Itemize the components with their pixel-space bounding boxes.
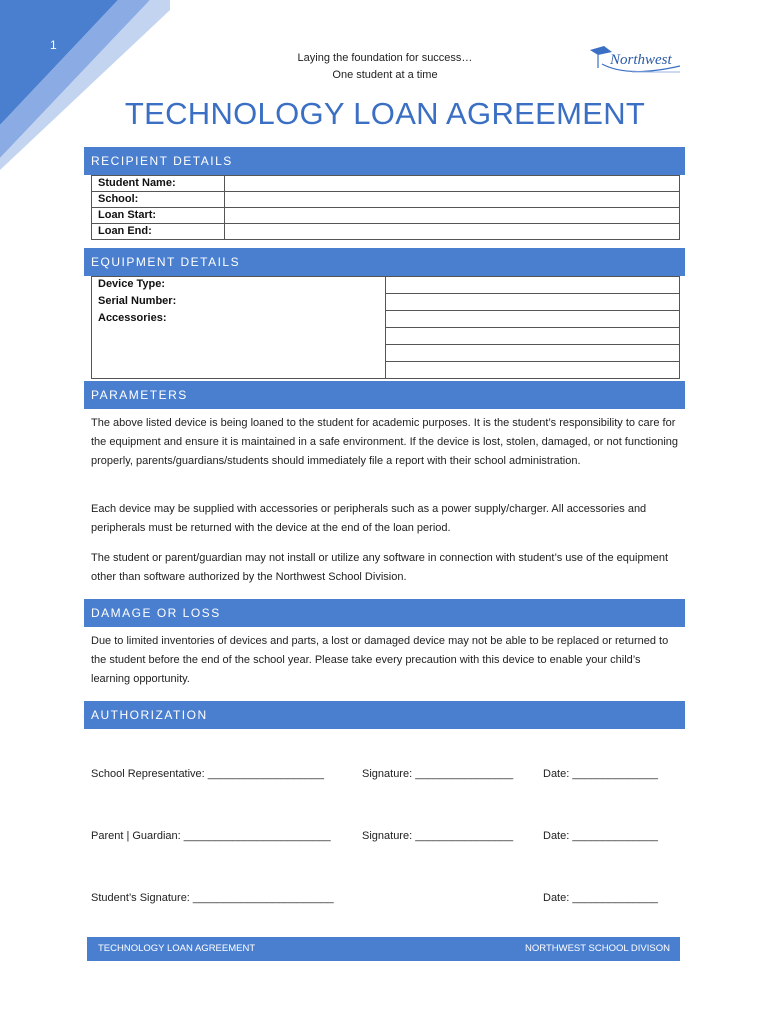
field-label: Device Type:	[92, 277, 386, 294]
signature-line-1[interactable]: Signature: ________________	[362, 768, 514, 780]
parameters-paragraph-1: The above listed device is being loaned to the student for academic purposes. It is the student’s responsibility to care for the equipment and ensure it is maintained in a safe environment. If the device is lost, stolen, damaged, or not functioning properly, parents/guardians/students should immediately file a report with their school administration.	[91, 417, 679, 467]
parent-guardian-line[interactable]: Parent | Guardian: ________________________	[91, 830, 331, 842]
section-header-equipment: EQUIPMENT DETAILS	[84, 248, 685, 276]
accessories-field-2[interactable]	[386, 328, 680, 345]
section-header-authorization: AUTHORIZATION	[84, 701, 685, 729]
northwest-logo	[588, 44, 688, 80]
serial-number-field[interactable]	[386, 294, 680, 311]
section-header-parameters: PARAMETERS	[84, 381, 685, 409]
table-row	[92, 176, 680, 192]
field-label: Student Name:	[92, 176, 225, 192]
tagline-line-1: Laying the foundation for success…	[297, 52, 473, 64]
table-row	[92, 311, 680, 328]
date-line-3[interactable]: Date: ______________	[543, 892, 658, 904]
accessories-field-1[interactable]	[386, 311, 680, 328]
date-line-1[interactable]: Date: ______________	[543, 768, 658, 780]
page-footer	[87, 937, 680, 961]
corner-decoration	[0, 0, 170, 170]
equipment-table	[91, 276, 680, 379]
tagline	[260, 50, 510, 84]
recipient-table	[91, 175, 680, 240]
table-row	[92, 208, 680, 224]
footer-left: TECHNOLOGY LOAN AGREEMENT	[98, 943, 256, 954]
student-name-field[interactable]	[225, 176, 680, 192]
page-number: 1	[50, 38, 57, 52]
accessories-field-3[interactable]	[386, 345, 680, 362]
table-row	[92, 192, 680, 208]
field-label: School:	[92, 192, 225, 208]
field-label: Loan End:	[92, 224, 225, 240]
table-row	[92, 224, 680, 240]
parameters-paragraph-2: Each device may be supplied with accessories or peripherals such as a power supply/charger. All accessories and peripherals must be returned with the device at the end of the loan period.	[91, 503, 647, 534]
section-header-damage: DAMAGE OR LOSS	[84, 599, 685, 627]
logo-text: Northwest	[610, 52, 672, 68]
accessories-field-4[interactable]	[386, 362, 680, 379]
field-label: Accessories:	[92, 311, 386, 379]
device-type-field[interactable]	[386, 277, 680, 294]
loan-start-field[interactable]	[225, 208, 680, 224]
field-label: Serial Number:	[92, 294, 386, 311]
signature-line-2[interactable]: Signature: ________________	[362, 830, 514, 842]
footer-right: NORTHWEST SCHOOL DIVISON	[525, 943, 670, 954]
section-header-recipient: RECIPIENT DETAILS	[84, 147, 685, 175]
table-row	[92, 277, 680, 294]
loan-end-field[interactable]	[225, 224, 680, 240]
field-label: Loan Start:	[92, 208, 225, 224]
tagline-line-2: One student at a time	[332, 69, 438, 81]
page-title: TECHNOLOGY LOAN AGREEMENT	[124, 96, 646, 131]
school-field[interactable]	[225, 192, 680, 208]
damage-paragraph: Due to limited inventories of devices and parts, a lost or damaged device may not be able to be replaced or returned to the student before the end of the school year. Please take every precaution with this device to enable your child’s learning opportunity.	[91, 635, 669, 685]
student-signature-line[interactable]: Student’s Signature: _______________________	[91, 892, 334, 904]
parameters-paragraph-3: The student or parent/guardian may not install or utilize any software in connection with student’s use of the equipment other than software authorized by the Northwest School Division.	[91, 552, 669, 583]
school-representative-line[interactable]: School Representative: ___________________	[91, 768, 325, 780]
date-line-2[interactable]: Date: ______________	[543, 830, 658, 842]
table-row	[92, 294, 680, 311]
